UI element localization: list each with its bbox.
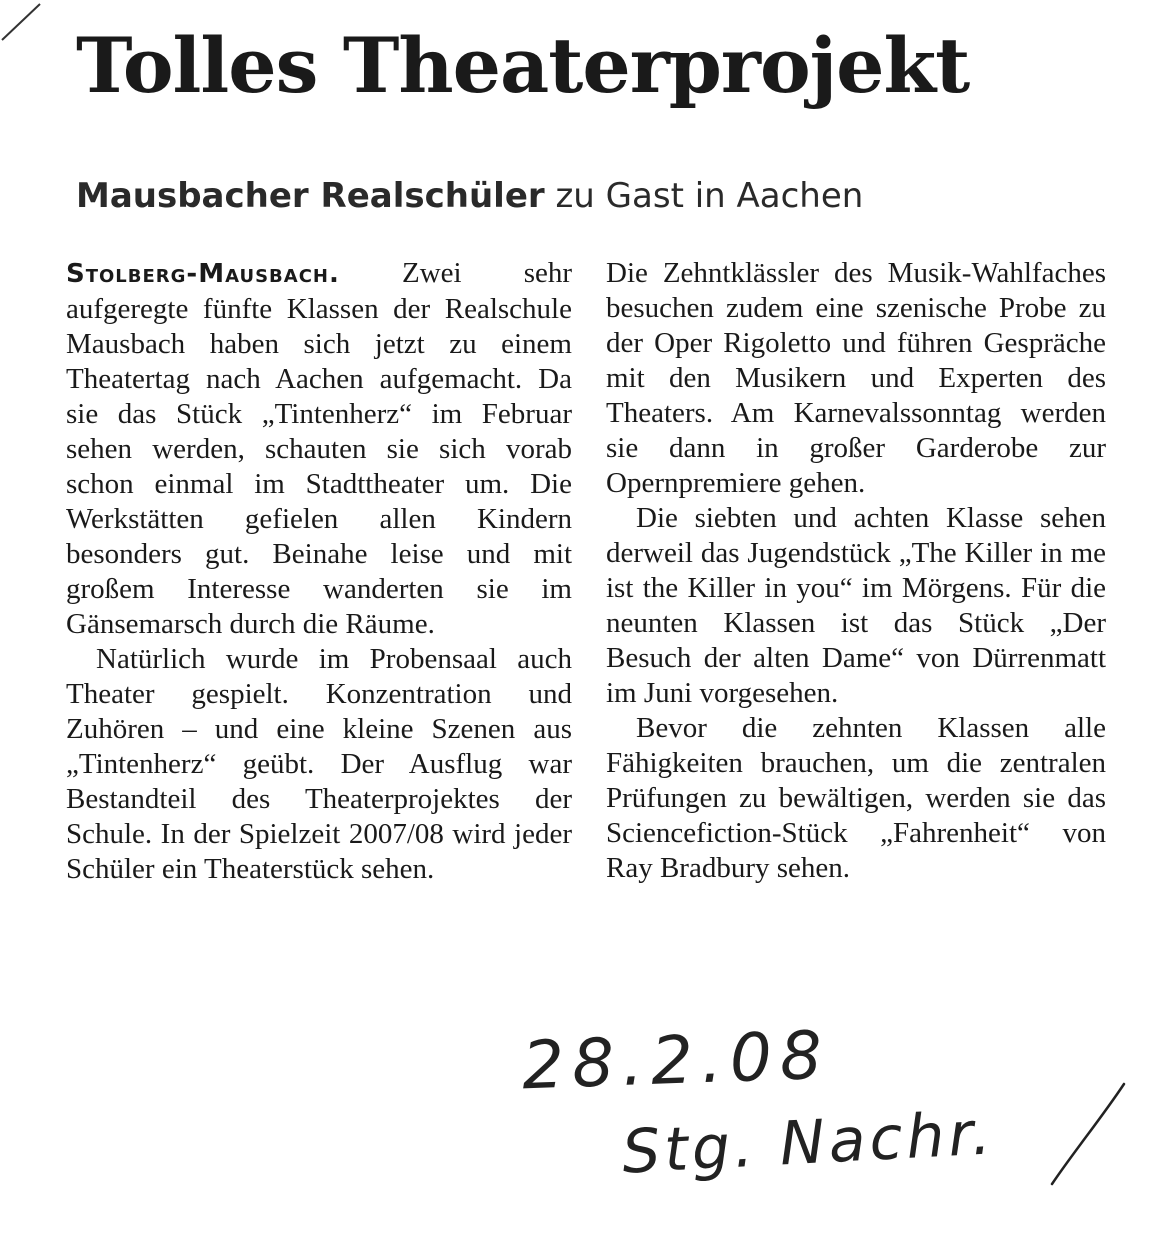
right-paragraph-1: Die Zehntklässler des Musik-Wahlfaches besuchen zudem eine szenische Probe zu der Oper Rigoletto und führen Gespräche mit den Musikern und Experten des Theaters. Am Karnevalssonntag werden sie dann in großer Garderobe zur Opernpremiere gehen. — [606, 257, 1106, 499]
left-paragraph-2: Natürlich wurde im Probensaal auch Theater gespielt. Konzentration und Zuhören – und eine kleine Szenen aus „Tintenherz“ geübt. Der Ausflug war Bestandteil des Theaterprojektes der Schule. In der Spielzeit 2007/08 wird jeder Schüler ein Theaterstück sehen. — [66, 643, 572, 885]
article-subheadline — [76, 176, 863, 217]
article-right-column — [606, 256, 1106, 886]
dateline: Stolberg-Mausbach. — [66, 259, 340, 289]
handwritten-source: Stg. Nachr. — [620, 1098, 997, 1188]
article-left-column — [66, 256, 572, 887]
subheadline-bold: Mausbacher Realschüler — [76, 176, 545, 216]
right-paragraph-2: Die siebten und achten Klasse sehen derweil das Jugendstück „The Killer in me ist the Killer in you“ im Mörgens. Für die neunten Klassen ist das Stück „Der Besuch der alten Dame“ von Dürrenmatt im Juni vorgesehen. — [606, 502, 1106, 709]
handwritten-stroke — [1040, 1080, 1130, 1190]
article-headline: Tolles Theaterprojekt — [76, 21, 970, 110]
left-paragraph-1-text: Zwei sehr aufgeregte fünfte Klassen der Realschule Mausbach haben sich jetzt zu einem Theatertag nach Aachen aufgemacht. Da sie das Stück „Tintenherz“ im Februar sehen werden, schauten sie sich vorab schon einmal im Stadttheater um. Die Werkstätten gefielen allen Kindern besonders gut. Beinahe leise und mit großem Interesse wanderten sie im Gänsemarsch durch die Räume. — [66, 257, 573, 640]
left-paragraph-1 — [66, 256, 572, 642]
handwritten-date: 28.2.08 — [520, 1016, 832, 1105]
subheadline-rest: zu Gast in Aachen — [544, 176, 864, 216]
scan-corner-mark — [0, 0, 50, 45]
right-paragraph-3: Bevor die zehnten Klassen alle Fähigkeiten brauchen, um die zentralen Prüfungen zu bewältigen, werden sie das Sciencefiction-Stück „Fahrenheit“ von Ray Bradbury sehen. — [606, 712, 1106, 884]
